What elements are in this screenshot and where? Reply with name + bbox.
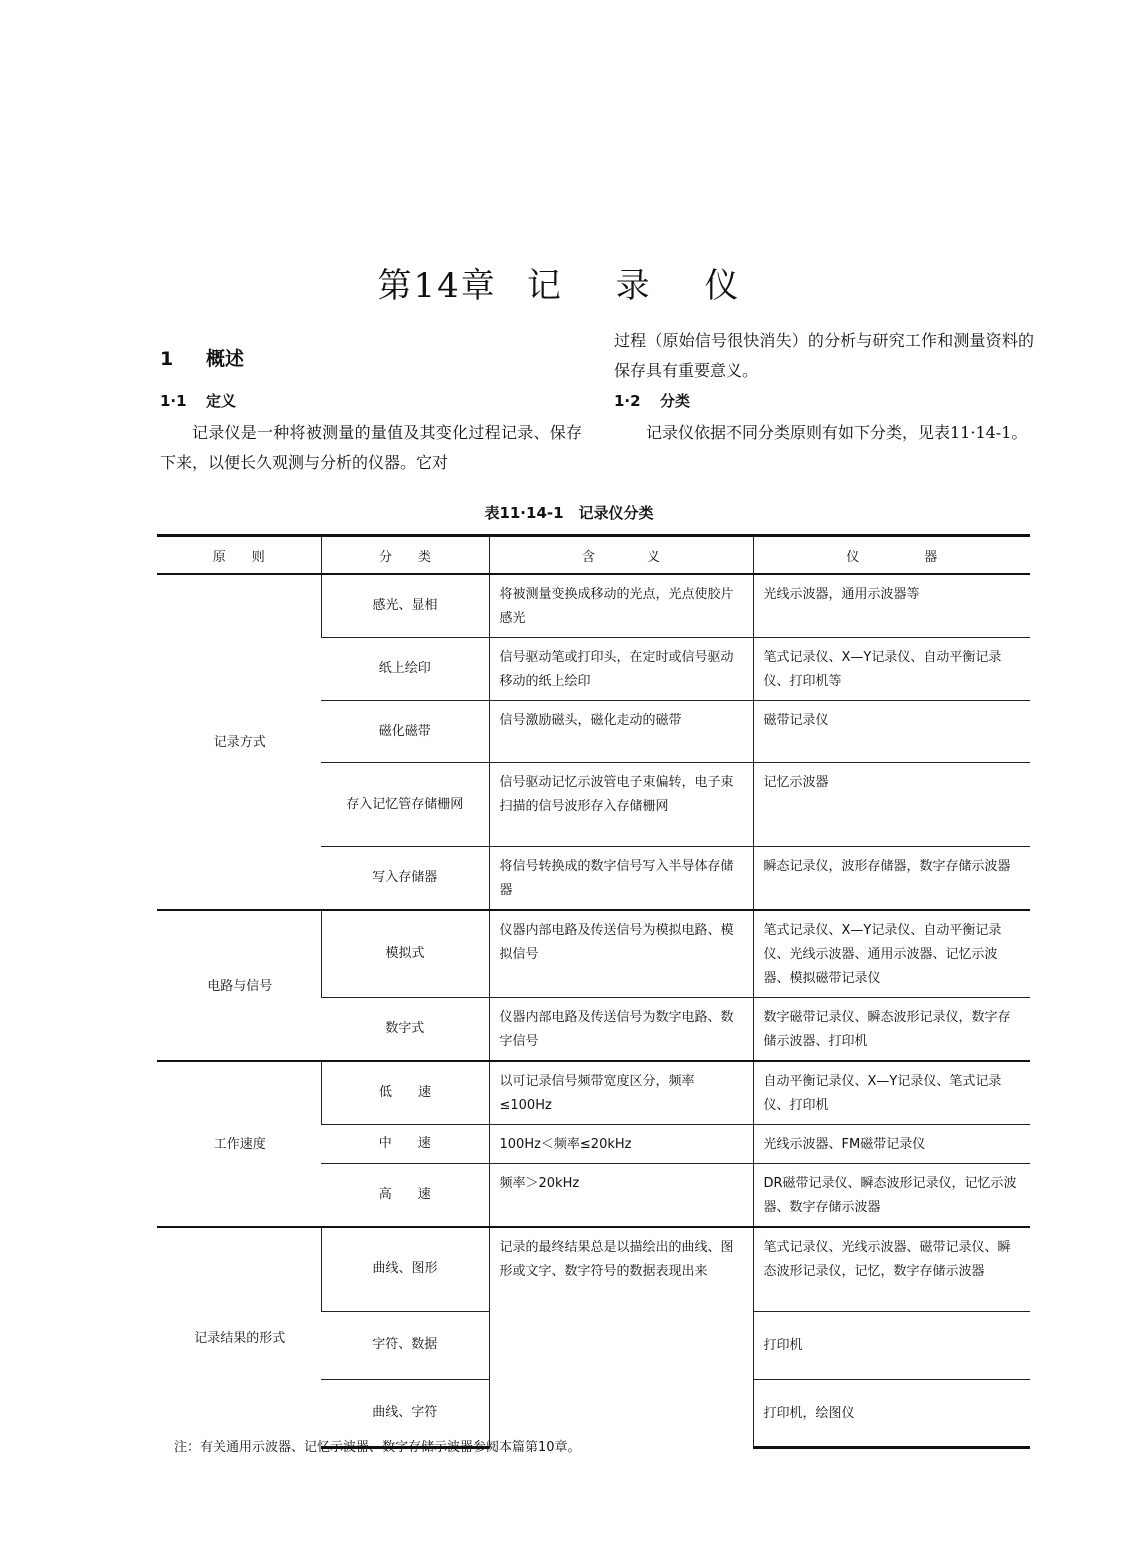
type-cell: 数字式 xyxy=(321,998,489,1062)
instrument-cell: 自动平衡记录仪、X—Y记录仪、笔式记录仪、打印机 xyxy=(753,1061,1030,1125)
section-1-2-text: 记录仪依据不同分类原则有如下分类，见表11·14-1。 xyxy=(646,423,1028,442)
header-instrument: 仪 器 xyxy=(753,536,1030,575)
principle-cell: 工作速度 xyxy=(157,1061,321,1227)
type-cell: 字符、数据 xyxy=(321,1311,489,1379)
classification-table xyxy=(157,534,1030,1449)
meaning-cell: 仪器内部电路及传送信号为数字电路、数字信号 xyxy=(489,998,753,1062)
header-principle: 原 则 xyxy=(157,536,321,575)
meaning-cell: 信号激励磁头，磁化走动的磁带 xyxy=(489,701,753,763)
meaning-cell: 信号驱动记忆示波管电子束偏转，电子束扫描的信号波形存入存储栅网 xyxy=(489,763,753,847)
instrument-cell: 磁带记录仪 xyxy=(753,701,1030,763)
table-note: 注：有关通用示波器、记忆示波器、数字存储示波器参阅本篇第10章。 xyxy=(174,1440,581,1455)
type-cell: 高 速 xyxy=(321,1164,489,1228)
type-cell: 模拟式 xyxy=(321,910,489,998)
chapter-number: 第14章 xyxy=(377,266,497,306)
instrument-cell: 笔式记录仪、光线示波器、磁带记录仪、瞬态波形记录仪，记忆，数字存储示波器 xyxy=(753,1227,1030,1311)
type-cell: 写入存储器 xyxy=(321,847,489,911)
meaning-cell: 将信号转换成的数字信号写入半导体存储器 xyxy=(489,847,753,911)
instrument-cell: 光线示波器，通用示波器等 xyxy=(753,574,1030,638)
chapter-title xyxy=(0,258,1138,307)
section-1-heading: 1 概述 xyxy=(160,348,245,370)
type-cell: 中 速 xyxy=(321,1125,489,1164)
table-row xyxy=(157,1227,1030,1311)
instrument-cell: 记忆示波器 xyxy=(753,763,1030,847)
meaning-cell: 信号驱动笔或打印头，在定时或信号驱动移动的纸上绘印 xyxy=(489,638,753,701)
header-type: 分 类 xyxy=(321,536,489,575)
meaning-cell: 仪器内部电路及传送信号为模拟电路、模拟信号 xyxy=(489,910,753,998)
instrument-cell: 光线示波器、FM磁带记录仪 xyxy=(753,1125,1030,1164)
type-cell: 曲线、字符 xyxy=(321,1379,489,1447)
principle-cell: 记录结果的形式 xyxy=(157,1227,321,1447)
chapter-name: 记 录 仪 xyxy=(526,266,761,306)
meaning-cell: 将被测量变换成移动的光点，光点使胶片感光 xyxy=(489,574,753,638)
principle-cell: 记录方式 xyxy=(157,574,321,910)
meaning-cell: 以可记录信号频带宽度区分，频率≤100Hz xyxy=(489,1061,753,1125)
table-row xyxy=(157,574,1030,638)
table-row xyxy=(157,910,1030,998)
type-cell: 纸上绘印 xyxy=(321,638,489,701)
instrument-cell: 打印机，绘图仪 xyxy=(753,1379,1030,1447)
principle-cell: 电路与信号 xyxy=(157,910,321,1061)
type-cell: 感光、显相 xyxy=(321,574,489,638)
instrument-cell: 瞬态记录仪，波形存储器，数字存储示波器 xyxy=(753,847,1030,911)
instrument-cell: 打印机 xyxy=(753,1311,1030,1379)
section-1-1-text: 记录仪是一种将被测量的量值及其变化过程记录、保存下来，以便长久观测与分析的仪器。它对 xyxy=(160,423,582,472)
instrument-cell: 笔式记录仪、X—Y记录仪、自动平衡记录仪、打印机等 xyxy=(753,638,1030,701)
table-row xyxy=(157,1061,1030,1125)
instrument-cell: 笔式记录仪、X—Y记录仪、自动平衡记录仪、光线示波器、通用示波器、记忆示波器、模拟磁带记录仪 xyxy=(753,910,1030,998)
section-1-1-continuation: 过程（原始信号很快消失）的分析与研究工作和测量资料的保存具有重要意义。 xyxy=(614,331,1034,380)
type-cell: 磁化磁带 xyxy=(321,701,489,763)
meaning-cell: 频率＞20kHz xyxy=(489,1164,753,1228)
type-cell: 低 速 xyxy=(321,1061,489,1125)
meaning-cell: 100Hz＜频率≤20kHz xyxy=(489,1125,753,1164)
header-meaning: 含 义 xyxy=(489,536,753,575)
table-title: 表11·14-1 记录仪分类 xyxy=(484,504,654,522)
instrument-cell: 数字磁带记录仪、瞬态波形记录仪，数字存储示波器、打印机 xyxy=(753,998,1030,1062)
type-cell: 曲线、图形 xyxy=(321,1227,489,1311)
section-1-2-heading: 1·2 分类 xyxy=(614,392,691,410)
table-header-row xyxy=(157,536,1030,575)
instrument-cell: DR磁带记录仪、瞬态波形记录仪，记忆示波器、数字存储示波器 xyxy=(753,1164,1030,1228)
type-cell: 存入记忆管存储栅网 xyxy=(321,763,489,847)
section-1-1-heading: 1·1 定义 xyxy=(160,392,237,410)
meaning-cell: 记录的最终结果总是以描绘出的曲线、图形或文字、数字符号的数据表现出来 xyxy=(489,1227,753,1447)
